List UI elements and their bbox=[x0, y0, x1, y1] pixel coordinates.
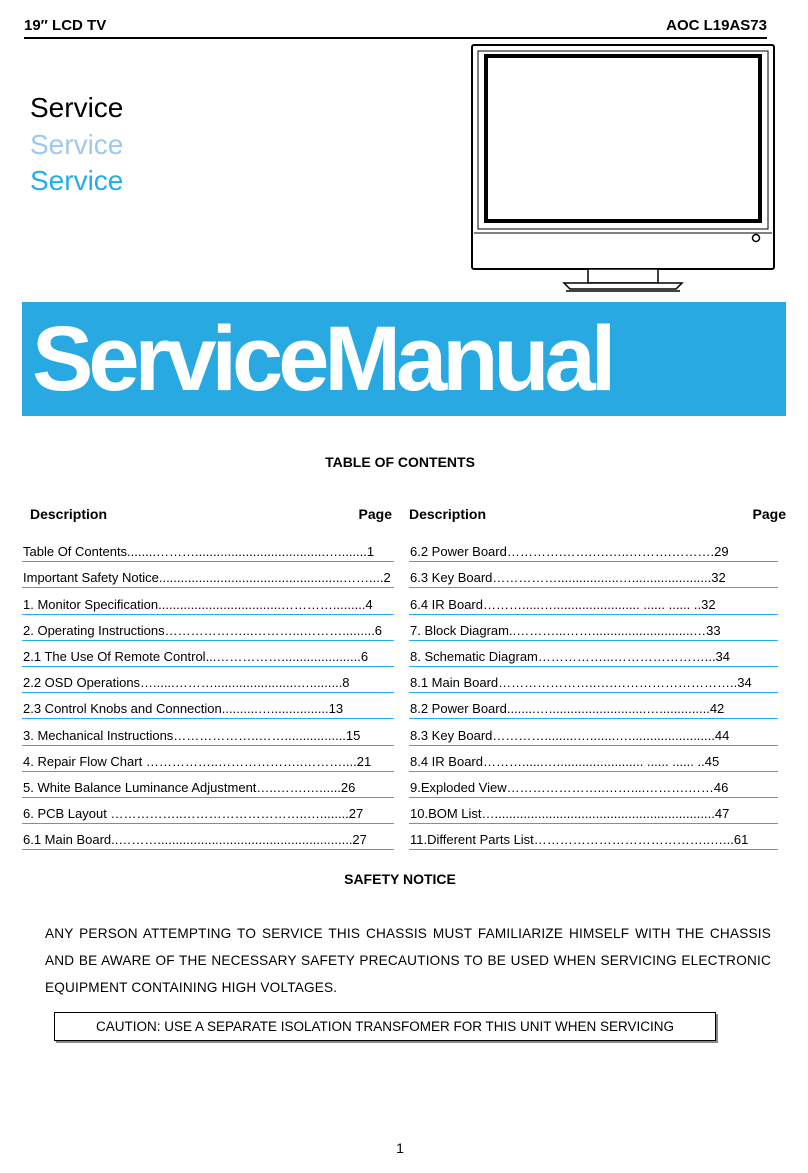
toc-entry[interactable] bbox=[409, 772, 778, 798]
toc-entry[interactable] bbox=[409, 824, 778, 850]
toc-entry-text: 6.4 IR Board……….....…........................ ...... ...... ..32 bbox=[410, 596, 716, 612]
toc-entry[interactable] bbox=[22, 746, 394, 772]
toc-entry-text: 6.3 Key Board…………….................…......................32 bbox=[410, 570, 726, 586]
toc-entry[interactable] bbox=[409, 615, 778, 641]
toc-entry-text: 2.2 OSD Operations…......……….......................….........8 bbox=[23, 675, 350, 691]
toc-entry[interactable] bbox=[22, 588, 394, 614]
toc-left-header bbox=[22, 504, 394, 526]
toc-entry[interactable] bbox=[22, 667, 394, 693]
toc-entry[interactable] bbox=[409, 693, 778, 719]
toc-entry[interactable] bbox=[409, 719, 778, 745]
toc-entry[interactable] bbox=[409, 667, 778, 693]
toc-entry-text: 11.Different Parts List…………………………………..…...61 bbox=[410, 832, 749, 848]
toc-entry-text: 3. Mechanical Instructions………………..…….................15 bbox=[23, 727, 361, 743]
header-left-title: 19″ LCD TV bbox=[24, 17, 107, 34]
header-model-title: AOC L19AS73 bbox=[666, 17, 767, 34]
service-manual-banner bbox=[22, 302, 786, 416]
toc-left-rows bbox=[22, 536, 394, 850]
caution-box: CAUTION: USE A SEPARATE ISOLATION TRANSFOMER FOR THIS UNIT WHEN SERVICING bbox=[54, 1012, 716, 1041]
header-rule bbox=[24, 37, 767, 39]
toc-entry-text: 2.1 The Use Of Remote Control...……………......................6 bbox=[23, 648, 369, 664]
toc-entry[interactable] bbox=[409, 746, 778, 772]
page-heading: Page bbox=[358, 506, 392, 522]
toc-entry[interactable] bbox=[22, 693, 394, 719]
toc-entry[interactable] bbox=[22, 641, 394, 667]
toc-entry[interactable] bbox=[409, 562, 778, 588]
toc-entry-text: 4. Repair Flow Chart ……………..………………..………....21 bbox=[23, 753, 372, 769]
toc-entry-text: 7. Block Diagram..………...……............................…33 bbox=[410, 622, 721, 638]
toc-entry-text: 8.4 IR Board………......…........................ ...... ...... ..45 bbox=[410, 753, 720, 769]
service-word-black: Service bbox=[30, 92, 124, 123]
description-heading: Description bbox=[409, 506, 487, 522]
toc-entry-text: 6. PCB Layout ……………..………………………..…........27 bbox=[23, 806, 364, 822]
toc-entry-text: 8.1 Main Board…………………..….………………………..34 bbox=[410, 675, 752, 691]
toc-entry-text: 9.Exploded View…………………..……....……….……46 bbox=[410, 779, 729, 795]
toc-entry[interactable] bbox=[22, 615, 394, 641]
page-number: 1 bbox=[396, 1140, 404, 1156]
toc-entry-text: 5. White Balance Luminance Adjustment…..…….…......26 bbox=[23, 779, 356, 795]
toc-right-rows bbox=[409, 536, 778, 850]
toc-right-column bbox=[409, 504, 786, 850]
toc-entry[interactable] bbox=[22, 562, 394, 588]
toc-entry[interactable] bbox=[409, 641, 778, 667]
toc-entry-text: Table Of Contents........………....................................…........1 bbox=[23, 544, 375, 560]
toc-entry[interactable] bbox=[409, 588, 778, 614]
toc-entry[interactable] bbox=[22, 824, 394, 850]
toc-entry-text: 1. Monitor Specification..................................………….........4 bbox=[23, 596, 373, 612]
description-heading: Description bbox=[30, 506, 108, 522]
toc-entry-text: 8. Schematic Diagram……………...…………………...34 bbox=[410, 648, 731, 664]
toc-entry-text: 2. Operating Instructions………………...………...……….........6 bbox=[23, 622, 383, 638]
toc-left-column bbox=[22, 504, 394, 850]
toc-entry-text: 2.3 Control Knobs and Connection..........…................13 bbox=[23, 701, 344, 717]
toc-right-header bbox=[409, 504, 786, 526]
toc-entry-text: 6.2 Power Board………….…….….…..……….……….29 bbox=[410, 544, 729, 560]
banner-title: ServiceManual bbox=[32, 308, 612, 410]
toc-entry-text: 8.3 Key Board………….........….......…........................44 bbox=[410, 727, 730, 743]
toc-entry[interactable] bbox=[22, 536, 394, 562]
toc-entry[interactable] bbox=[409, 536, 778, 562]
toc-entry[interactable] bbox=[409, 798, 778, 824]
page-heading: Page bbox=[752, 506, 786, 522]
toc-entry-text: Important Safety Notice...................................................……....2 bbox=[23, 570, 391, 586]
toc-entry[interactable] bbox=[22, 798, 394, 824]
toc-entry-text: 8.2 Power Board........…...........................…..............42 bbox=[410, 701, 725, 717]
service-word-cyan: Service bbox=[30, 165, 124, 196]
lcd-tv-icon bbox=[470, 43, 777, 293]
toc-entry[interactable] bbox=[22, 719, 394, 745]
service-word-light-blue: Service bbox=[30, 129, 124, 160]
toc-title: TABLE OF CONTENTS bbox=[325, 454, 475, 470]
safety-notice-text: ANY PERSON ATTEMPTING TO SERVICE THIS CHASSIS MUST FAMILIARIZE HIMSELF WITH THE CHASSIS AND BE AWARE OF THE NECESSARY SAFETY PRECAUTIONS TO BE USED WHEN SERVICING ELECTRONIC EQUIPMENT CONTAINING HIGH VOLTAGES. bbox=[45, 926, 771, 995]
safety-notice-title: SAFETY NOTICE bbox=[344, 871, 456, 887]
toc-entry-text: 6.1 Main Board..………......................................................27 bbox=[23, 832, 367, 848]
toc-entry[interactable] bbox=[22, 772, 394, 798]
toc-entry-text: 10.BOM List….............................................................47 bbox=[410, 806, 730, 822]
